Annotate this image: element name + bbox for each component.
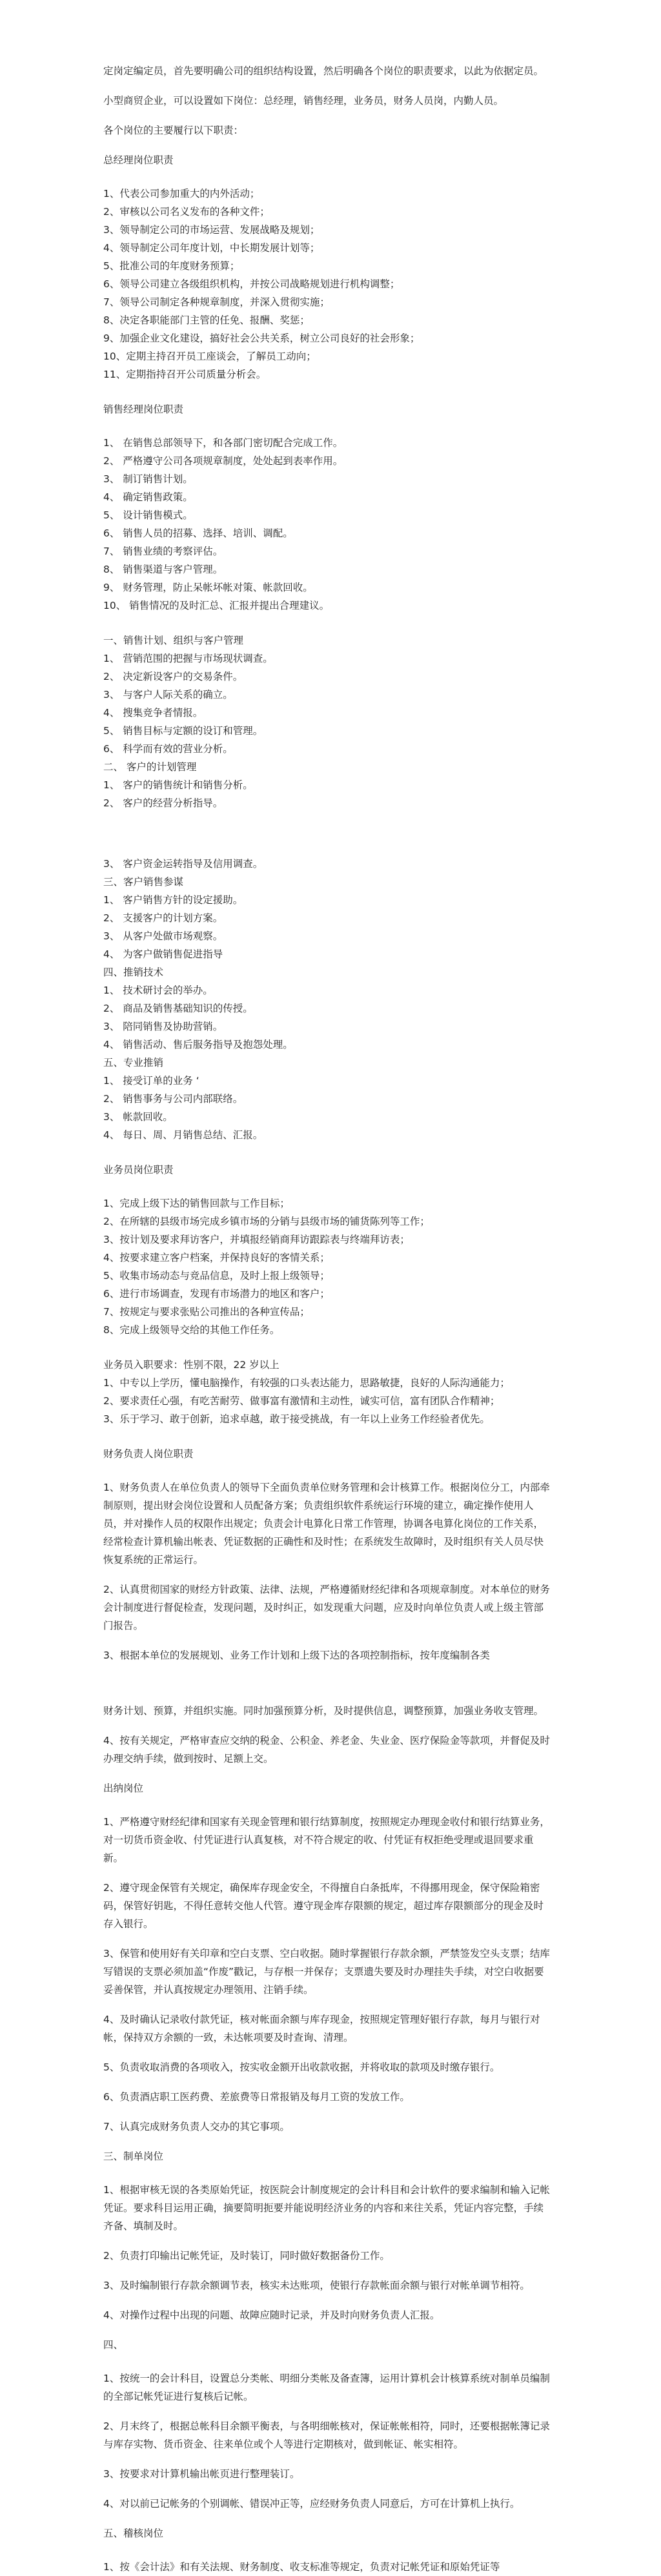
paragraph: 各个岗位的主要履行以下职责：	[103, 125, 244, 136]
list-item: 4、 为客户做销售促进指导	[103, 948, 223, 960]
list-item: 1、 客户的销售统计和销售分析。	[103, 779, 253, 791]
paragraph: 1、根据审核无误的各类原始凭证，按医院会计制度规定的会计科目和会计软件的要求编制和输入记帐凭证。要求科目运用正确，摘要简明扼要并能说明经济业务的内容和来往关系，凭证内容完整，手续齐备、填制及时。	[103, 2184, 550, 2232]
paragraph: 1、严格遵守财经纪律和国家有关现金管理和银行结算制度，按照规定办理现金收付和银行结算业务，对一切货币资金收、付凭证进行认真复核，对不符合规定的收、付凭证有权拒绝受理或退回要求重新。	[103, 1816, 550, 1864]
list-item: 8、完成上级领导交给的其他工作任务。	[103, 1324, 280, 1336]
list-block	[103, 185, 551, 383]
list-item: 10、定期主持召开员工座谈会，了解员工动向；	[103, 351, 316, 362]
list-item: 4、 销售活动、售后服务指导及抱怨处理。	[103, 1039, 293, 1050]
list-item: 二、 客户的计划管理	[103, 761, 197, 773]
list-item: 2、在所辖的县级市场完成乡镇市场的分销与县级市场的铺货陈列等工作；	[103, 1216, 430, 1227]
list-item: 4、 每日、周、月销售总结、汇报。	[103, 1129, 263, 1141]
list-item: 三、客户销售参谋	[103, 876, 184, 888]
list-item: 1、代表公司参加重大的内外活动；	[103, 188, 260, 199]
list-item: 10、 销售情况的及时汇总、汇报并提出合理建议。	[103, 600, 330, 611]
list-item: 3、 与客户人际关系的确立。	[103, 689, 233, 700]
list-item: 6、领导公司建立各级组织机构，并按公司战略规划进行机构调整；	[103, 278, 400, 290]
list-item: 7、领导公司制定各种规章制度，并深入贯彻实施；	[103, 296, 330, 308]
list-item: 2、审核以公司名义发布的各种文件；	[103, 206, 270, 218]
paragraph: 1、按统一的会计科目，设置总分类帐、明细分类帐及备查簿，运用计算机会计核算系统对制单员编制的全部记帐凭证进行复核后记帐。	[103, 2373, 550, 2402]
list-item: 6、进行市场调查，发现有市场潜力的地区和客户；	[103, 1288, 330, 1300]
list-item: 业务员入职要求：性别不限，22 岁以上	[103, 1359, 280, 1371]
paragraph: 4、对以前已记帐务的个别调帐、错误冲正等，应经财务负责人同意后，方可在计算机上执行。	[103, 2498, 520, 2510]
list-item: 8、 销售渠道与客户管理。	[103, 564, 223, 575]
list-item: 1、 接受订单的业务 ‘	[103, 1075, 199, 1087]
list-block	[103, 1194, 551, 1339]
list-item: 8、决定各职能部门主管的任免、报酬、奖惩；	[103, 314, 310, 326]
paragraph: 3、保管和使用好有关印章和空白支票、空白收据。随时掌握银行存款余额，严禁签发空头支票；结库写错误的支票必须加盖“作废”戳记，与存根一并保存；支票遗失要及时办理挂失手续，对空白收据要妥善保管，并认真按规定办理领用、注销手续。	[103, 1948, 550, 1996]
list-item: 3、 客户资金运转指导及信用调查。	[103, 858, 263, 870]
paragraph: 小型商贸企业，可以设置如下岗位：总经理，销售经理，业务员，财务人员岗，内勤人员。	[103, 95, 504, 107]
paragraph: 5、负责收取消费的各项收入，按实收金额开出收款收据，并将收取的款项及时缴存银行。	[103, 2061, 500, 2073]
paragraph: 4、按有关规定，严格审查应交纳的税金、公积金、养老金、失业金、医疗保险金等款项，并督促及时办理交纳手续，做到按时、足额上交。	[103, 1735, 550, 1764]
section-heading: 出纳岗位	[103, 1783, 144, 1794]
list-item: 2、 严格遵守公司各项规章制度，处处起到表率作用。	[103, 455, 343, 467]
list-item: 1、 在销售总部领导下，和各部门密切配合完成工作。	[103, 437, 343, 449]
list-item: 3、领导制定公司的市场运营、发展战略及规划；	[103, 224, 320, 236]
list-item: 2、 决定新设客户的交易条件。	[103, 671, 243, 682]
section-heading: 五、稽核岗位	[103, 2528, 164, 2539]
section-heading: 三、制单岗位	[103, 2151, 164, 2162]
list-item: 4、 搜集竞争者情报。	[103, 707, 203, 719]
paragraph: 3、按要求对计算机输出帐页进行整理装订。	[103, 2468, 300, 2480]
list-item: 3、 从客户处做市场观察。	[103, 930, 223, 942]
page-break-gap	[103, 829, 551, 855]
paragraph: 4、及时确认记录收付款凭证，核对帐面余额与库存现金，按照规定管理好银行存款，每月与银行对帐，保持双方余额的一致，未达帐项要及时查询、清理。	[103, 2014, 540, 2043]
list-item: 9、 财务管理，防止呆帐坏帐对策、帐款回收。	[103, 582, 313, 593]
paragraph: 1、按《会计法》和有关法规、财务制度、收支标准等规定，负责对记帐凭证和原始凭证等	[103, 2561, 500, 2573]
section-heading: 业务员岗位职责	[103, 1164, 174, 1176]
list-item: 3、 帐款回收。	[103, 1111, 173, 1123]
list-item: 6、 科学而有效的营业分析。	[103, 743, 233, 755]
list-block	[103, 855, 551, 1144]
list-item: 9、加强企业文化建设，搞好社会公共关系，树立公司良好的社会形象；	[103, 332, 420, 344]
paragraph: 定岗定编定员，首先要明确公司的组织结构设置，然后明确各个岗位的职责要求，以此为依据定员。	[103, 65, 544, 77]
list-item: 3、乐于学习、敢于创新，追求卓越，敢于接受挑战，有一年以上业务工作经验者优先。	[103, 1413, 490, 1425]
list-item: 1、 营销范围的把握与市场现状调查。	[103, 653, 273, 664]
list-item: 5、批准公司的年度财务预算；	[103, 260, 240, 272]
list-item: 四、推销技术	[103, 966, 164, 978]
list-item: 2、要求责任心强，有吃苦耐劳、做事富有激情和主动性，诚实可信，富有团队合作精神；	[103, 1395, 500, 1407]
list-block	[103, 434, 551, 615]
paragraph: 2、遵守现金保管有关规定，确保库存现金安全，不得擅自白条抵库，不得挪用现金，保守保险箱密码，保管好钥匙，不得任意转交他人代管。遵守现金库存限额的规定，超过库存限额部分的现金及时存入银行。	[103, 1882, 544, 1930]
list-item: 3、 陪同销售及协助营销。	[103, 1021, 223, 1032]
list-block	[103, 631, 551, 812]
paragraph: 财务计划、预算，并组织实施。同时加强预算分析，及时提供信息，调整预算，加强业务收支管理。	[103, 1705, 544, 1717]
paragraph: 3、根据本单位的发展规划、业务工作计划和上级下达的各项控制指标，按年度编制各类	[103, 1650, 490, 1661]
list-item: 3、按计划及要求拜访客户，并填报经销商拜访跟踪表与终端拜访表；	[103, 1234, 410, 1245]
list-item: 2、 商品及销售基础知识的传授。	[103, 1003, 253, 1014]
paragraph: 1、财务负责人在单位负责人的领导下全面负责单位财务管理和会计核算工作。根据岗位分工，内部牵制原则，提出财会岗位设置和人员配备方案；负责组织软件系统运行环境的建立，确定操作使用人员，并对操作人员的权限作出规定；负责会计电算化日常工作管理，协调各电算化岗位的工作关系，经常检查计算机输出帐表、凭证数据的正确性和及时性；在系统发生故障时，及时组织有关人员尽快恢复系统的正常运行。	[103, 1482, 550, 1566]
list-item: 5、收集市场动态与竞品信息，及时上报上级领导；	[103, 1270, 330, 1282]
section-heading: 总经理岗位职责	[103, 154, 174, 166]
list-item: 7、按规定与要求张贴公司推出的各种宣传品；	[103, 1306, 310, 1318]
list-item: 4、 确定销售政策。	[103, 491, 193, 503]
section-heading: 财务负责人岗位职责	[103, 1448, 194, 1460]
list-item: 2、 客户的经营分析指导。	[103, 797, 223, 809]
paragraph: 6、负责酒店职工医药费、差旅费等日常报销及每月工资的发放工作。	[103, 2091, 410, 2103]
list-item: 1、完成上级下达的销售回款与工作目标；	[103, 1198, 290, 1209]
paragraph: 2、负责打印输出记帐凭证，及时装订，同时做好数据备份工作。	[103, 2250, 390, 2262]
paragraph: 2、月末终了，根据总帐科目余额平衡表，与各明细帐核对，保证帐帐相符，同时，还要根据帐簿记录与库存实物、货币资金、往来单位或个人等进行定期核对，做到帐证、帐实相符。	[103, 2420, 550, 2450]
page-break-gap	[103, 1676, 551, 1702]
list-item: 一、销售计划、组织与客户管理	[103, 635, 244, 646]
list-item: 五、专业推销	[103, 1057, 164, 1068]
list-item: 4、按要求建立客户档案，并保持良好的客情关系；	[103, 1252, 330, 1263]
list-item: 1、中专以上学历，懂电脑操作，有较强的口头表达能力，思路敏捷，良好的人际沟通能力；	[103, 1377, 510, 1389]
list-item: 2、 销售事务与公司内部联络。	[103, 1093, 243, 1105]
paragraph: 3、及时编制银行存款余额调节表，核实未达账项，使银行存款帐面余额与银行对帐单调节相符。	[103, 2280, 530, 2291]
paragraph: 2、认真贯彻国家的财经方针政策、法律、法规，严格遵循财经纪律和各项规章制度。对本单位的财务会计制度进行督促检查，发现问题，及时纠正，如发现重大问题，应及时向单位负责人或上级主管部门报告。	[103, 1584, 550, 1631]
list-block	[103, 1356, 551, 1428]
list-item: 4、领导制定公司年度计划，中长期发展计划等；	[103, 242, 320, 254]
list-item: 2、 支援客户的计划方案。	[103, 912, 223, 924]
list-item: 6、 销售人员的招募、选择、培训、调配。	[103, 527, 293, 539]
list-item: 1、 客户销售方针的设定援助。	[103, 894, 243, 906]
list-item: 11、定期指持召开公司质量分析会。	[103, 369, 267, 380]
section-heading: 四、	[103, 2339, 124, 2351]
list-item: 5、 销售目标与定额的设订和管理。	[103, 725, 263, 737]
list-item: 3、 制订销售计划。	[103, 473, 193, 485]
paragraph: 4、对操作过程中出现的问题、故障应随时记录，并及时向财务负责人汇报。	[103, 2309, 440, 2321]
section-heading: 销售经理岗位职责	[103, 404, 184, 415]
paragraph: 7、认真完成财务负责人交办的其它事项。	[103, 2121, 290, 2132]
list-item: 7、 销售业绩的考察评估。	[103, 546, 223, 557]
list-item: 5、 设计销售模式。	[103, 509, 193, 521]
list-item: 1、 技术研讨会的举办。	[103, 985, 213, 996]
